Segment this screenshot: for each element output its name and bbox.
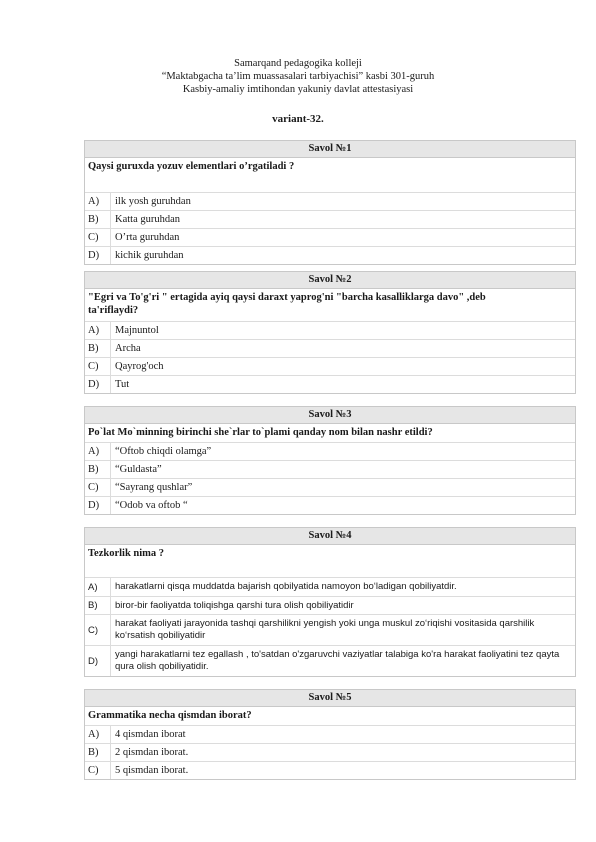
- question-5-block: [84, 689, 576, 780]
- question-5-title: Savol №5: [85, 690, 575, 707]
- question-1-block: [84, 140, 576, 265]
- question-3-title: Savol №3: [85, 407, 575, 424]
- option-text: “Oftob chiqdi olamga”: [115, 445, 212, 457]
- question-1-option-d: [85, 246, 575, 264]
- question-4-option-c: [85, 614, 575, 645]
- option-letter: A): [85, 322, 111, 339]
- question-4-block: [84, 527, 576, 677]
- question-4-option-d: [85, 645, 575, 676]
- option-text: Qayrog'och: [115, 360, 164, 372]
- question-3-option-b: [85, 460, 575, 478]
- college-name: Samarqand pedagogika kolleji: [234, 58, 362, 69]
- option-letter: C): [85, 615, 111, 645]
- question-4-title: Savol №4: [85, 528, 575, 545]
- question-3-option-c: [85, 478, 575, 496]
- question-4-text: Tezkorlik nima ?: [88, 548, 165, 559]
- option-text: 4 qismdan iborat: [115, 728, 186, 740]
- option-text: “Guldasta”: [115, 463, 162, 475]
- group-title: “Maktabgacha ta’lim muassasalari tarbiyachisi” kasbi 301-guruh: [161, 71, 435, 82]
- document-header: [0, 57, 596, 96]
- option-text: Archa: [115, 342, 141, 354]
- question-1-option-c: [85, 228, 575, 246]
- option-text: 2 qismdan iborat.: [115, 746, 189, 758]
- option-text: Katta guruhdan: [115, 213, 181, 225]
- exam-title: Kasbiy-amaliy imtihondan yakuniy davlat attestasiyasi: [182, 84, 414, 95]
- option-text: harakatlarni qisqa muddatda bajarish qobilyatida namoyon bo‘ladigan qobiliyatdir.: [115, 581, 457, 592]
- question-3-text: Po`lat Mo`minning birinchi she`rlar to`plami qanday nom bilan nashr etildi?: [88, 427, 433, 438]
- option-text: “Sayrang qushlar”: [115, 481, 193, 493]
- question-5-option-a: [85, 725, 575, 743]
- option-text: yangi harakatlarni tez egallash , to'satdan o'zgaruvchi vaziyatlar talabiga ko'ra harakat faoliyatini tez qayta qura olish qobiliyatidir.: [115, 649, 560, 672]
- question-1-option-b: [85, 210, 575, 228]
- question-5-text: Grammatika necha qismdan iborat?: [88, 710, 252, 721]
- variant-label: variant-32.: [272, 113, 324, 125]
- question-3-option-a: [85, 442, 575, 460]
- option-letter: B): [85, 211, 111, 228]
- option-letter: A): [85, 726, 111, 743]
- option-letter: C): [85, 229, 111, 246]
- option-letter: C): [85, 479, 111, 496]
- option-letter: D): [85, 376, 111, 393]
- option-letter: A): [85, 443, 111, 460]
- option-letter: A): [85, 578, 111, 596]
- option-letter: C): [85, 762, 111, 779]
- option-text: ilk yosh guruhdan: [115, 195, 191, 207]
- option-letter: B): [85, 340, 111, 357]
- question-2-option-c: [85, 357, 575, 375]
- question-2-option-a: [85, 321, 575, 339]
- question-2-title: Savol №2: [85, 272, 575, 289]
- question-5-option-b: [85, 743, 575, 761]
- question-1-title: Savol №1: [85, 141, 575, 158]
- question-2-option-b: [85, 339, 575, 357]
- option-letter: D): [85, 247, 111, 264]
- option-letter: A): [85, 193, 111, 210]
- question-1-option-a: [85, 192, 575, 210]
- question-1-text: Qaysi guruxda yozuv elementlari o’rgatiladi ?: [88, 161, 295, 172]
- question-4-option-a: [85, 577, 575, 596]
- option-letter: B): [85, 461, 111, 478]
- option-text: kichik guruhdan: [115, 249, 184, 261]
- question-2-text: "Egri va To'g'ri " ertagida ayiq qaysi daraxt yaprog'ni "barcha kasalliklarga davo" ,deb ta'riflaydi?: [88, 292, 486, 316]
- question-5-option-c: [85, 761, 575, 779]
- question-2-option-d: [85, 375, 575, 393]
- option-letter: C): [85, 358, 111, 375]
- option-text: 5 qismdan iborat.: [115, 764, 189, 776]
- option-letter: D): [85, 497, 111, 514]
- question-2-block: [84, 271, 576, 394]
- option-letter: B): [85, 744, 111, 761]
- option-text: biror-bir faoliyatda toliqishga qarshi tura olish qobiliyatidir: [115, 599, 354, 611]
- question-4-option-b: [85, 596, 575, 614]
- option-letter: D): [85, 646, 111, 676]
- option-text: Majnuntol: [115, 324, 159, 336]
- option-text: Tut: [115, 378, 130, 390]
- option-text: harakat faoliyati jarayonida tashqi qarshilikni yengish yoki unga muskul zo‘riqishi vositasida qarshilik ko‘rsatish qobiliyatidir: [115, 618, 535, 641]
- question-3-block: [84, 406, 576, 515]
- option-text: “Odob va oftob “: [115, 499, 188, 511]
- option-letter: B): [85, 597, 111, 614]
- question-3-option-d: [85, 496, 575, 514]
- option-text: O’rta guruhdan: [115, 231, 180, 243]
